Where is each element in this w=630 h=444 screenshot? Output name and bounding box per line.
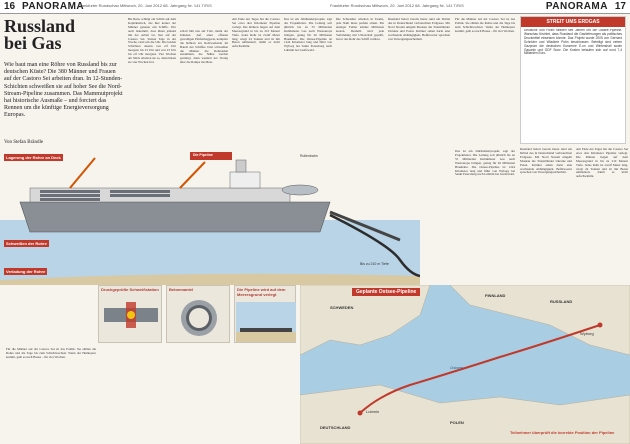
page-header [0,0,630,14]
page-number-left: 16 [4,1,16,12]
issue-meta-right: Frankfurter Rundschau Mittwoch, 20. Juni 2012 68. Jahrgang Nr. 141 T/R/S [330,3,464,8]
sidebar-body: Deutsche und Polen streiten seit Jahren um die Ostsee-Pipeline. Warschau fürchtet, dass Russland die Gaslieferungen als politisches Druckmittel einsetzen könnte. Das Projekt wurde 2005 von Gerhard Schröder und Wladimir Putin beschlossen. Beteiligt sind neben Gazprom die deutschen Konzerne E.on und Wintershall sowie Gasunie und GDF Suez. Die Kosten belaufen sich auf rund 7,4 Milliarden Euro. [524,29,622,56]
map-title: Geplante Ostsee-Pipeline [352,288,420,296]
map-label-finland: FINNLAND [485,293,506,298]
body-column-2: schaft hält uns auf Trab, meint der Italiener. Auf einer offenen gewaltigen Pfeifenbaggerei, komplett die Röhren zur Rohrwerkstatt im Bauch des Schiffes. Dort schweißen die Männer die Rohrenden zusammen, die Nähte werden geröntgt, dann wandert der Strang über die Rampe ins Meer. [180,30,228,65]
body-column-3: Am Ende des Tages hat die Castoro Sei etwa drei Kilometer Pipeline verlegt. Die Röhren liegen auf dem Meeresgrund in bis zu 210 Metern Tiefe. Jedes Rohr ist zwölf Meter lang, wiegt 24 Tonnen und ist mit Beton ummantelt, damit es nicht aufschwimmt. [232,18,280,49]
map-label-sweden: SCHWEDEN [330,305,354,310]
byline: Von Stefan Brändle [4,140,44,145]
body-column-5: Die Schweißer arbeiten in Teams, jede Naht muss perfekt sitzen. Ein einziger Fehler könnte Millionen kosten. Deshalb wird jede Verbindung mit Ultraschall geprüft, bevor das Rohr das Schiff verlässt. [336,18,384,41]
body-column-6: Russland liefert bereits heute rund ein Drittel des in Deutschland verbrauchten Erdgases. Mit Nord Stream umgeht Moskau die Transitländer Ukraine und Polen. Kritiker sehen darin eine wachsende Abhängigkeit, Befürworter sprechen von Versorgungssicherheit. [388,18,450,41]
label-rollers: Rollenbahn [300,154,318,158]
coating-drawing [168,294,230,340]
sidebar-title: STREIT UMS ERDGAS [521,17,625,27]
map-label-russia: RUSSLAND [550,299,573,304]
sidebar-box [520,16,626,144]
inset-2-title: Betonmantel [169,287,194,292]
issue-meta-left: Frankfurter Rundschau Mittwoch, 20. Juni 2012 68. Jahrgang Nr. 141 T/R/S [78,3,212,8]
map-label-lubmin: Lubmin [366,409,380,414]
seabed-drawing [236,302,296,342]
label-depth: Bis zu 210 m Tiefe [360,262,389,266]
inset-3-title: Die Pipeline wird auf dem Meeresgrund verlegt [237,287,286,297]
pipe-laying-diagram [0,150,420,285]
body-column-1: Bis Rulu, schlägt ein Schild auf dem Kapitänstisch, das hier keiner der Männer genauer um Schiffe. Wer auch bekommt, dass ihnen jemand mit der Arbeit tut, hier auf der Castoro Sei. Sieben Tage in der Woche, rund um die Uhr. Die beiden Schichten dauern von elf Uhr morgens bis 23 Uhr und von 23 Uhr bis elf Uhr morgens. Vier Wochen am Stück arbeiten sie so, dann haben sie vier Wochen frei. [128,18,176,64]
label-welding: Schweißen der Rohre [6,241,47,246]
inset-welding-station [98,285,162,343]
ship-illustration [0,150,420,285]
map-legend: Teilnehmer überprüft die korrekte Position der Pipeline [510,430,615,435]
map-label-baltic: Ostsee [450,365,463,370]
section-title-left: PANORAMA [22,1,85,12]
body-column-4: Das ist ein Jahrhundertprojekt, sagt der Projektleiter. Die Leitung soll jährlich bis zu 55 Milliarden Kubikmeter Gas nach Westeuropa bringen, genug für 26 Millionen Haushalte. Die Ostsee-Pipeline ist 1224 Kilometer lang und führt von Wyborg bei Sankt Petersburg nach Lubmin bei Greifswald. [284,18,332,53]
body-column-9: Russland liefert bereits heute rund ein Drittel des in Deutschland verbrauchten Erdgases. Mit Nord Stream umgeht Moskau die Transitländer Ukraine und Polen. Kritiker sehen darin eine wachsende Abhängigkeit, Befürworter sprechen von Versorgungssicherheit. [520,148,572,175]
body-column-10: Am Ende des Tages hat die Castoro Sei etwa drei Kilometer Pipeline verlegt. Die Röhren liegen auf dem Meeresgrund in bis zu 210 Metern Tiefe. Jedes Rohr ist zwölf Meter lang, wiegt 24 Tonnen und ist mit Beton ummantelt, damit es nicht aufschwimmt. [576,148,628,179]
body-column-8: Das ist ein Jahrhundertprojekt, sagt der Projektleiter. Die Leitung soll jährlich bis zu 55 Milliarden Kubikmeter Gas nach Westeuropa bringen, genug für 26 Millionen Haushalte. Die Ostsee-Pipeline ist 1224 Kilometer lang und führt von Wyborg bei Sankt Petersburg nach Lubmin bei Greifswald. [455,150,515,177]
body-column-11: Für die Männer auf der Castoro Sei ist das Politik. Sie zählen die Rohre und die Tage bis zum Schichtwechsel. Wenn der Helikopter kommt, geht es nach Hause – für vier Wochen. [6,348,96,359]
label-pipes-on-deck: Lagerung der Rohre an Deck [6,155,61,160]
inset-1-title: Druckgeprüfte Schweißstation [101,287,159,292]
map-label-germany: DEUTSCHLAND [320,425,351,430]
inset-concrete-coating [166,285,230,343]
diagram-title: Die Pipeline [193,153,213,157]
welding-station-drawing [100,294,162,340]
label-loading: Verladung der Rohre [6,269,46,274]
map-label-vyborg: Wyborg [580,331,594,336]
pipeline-route-map [300,285,630,444]
map-label-poland: POLEN [450,420,464,425]
page-number-right: 17 [614,1,626,12]
body-column-7: Für die Männer auf der Castoro Sei ist das Politik. Sie zählen die Rohre und die Tage bis zum Schichtwechsel. Wenn der Helikopter kommt, geht es nach Hause – für vier Wochen. [455,18,515,33]
inset-seabed [234,285,296,343]
article-lead: Wie baut man eine Röhre von Russland bis zur deutschen Küste? Die 380 Männer und Frauen auf der Castoro Sei arbeiten dran. In 12-Stunden-Schichten schweißen sie auf hoher See die Nord-Stream-Pipeline zusammen. Das Mammutprojekt hat historische Ausmaße – und forciert das Rennen um die künftige Energieversorgung Europas. [4,62,123,119]
section-title-right: PANORAMA [545,1,608,12]
headline: Russland bei Gas [4,16,76,53]
